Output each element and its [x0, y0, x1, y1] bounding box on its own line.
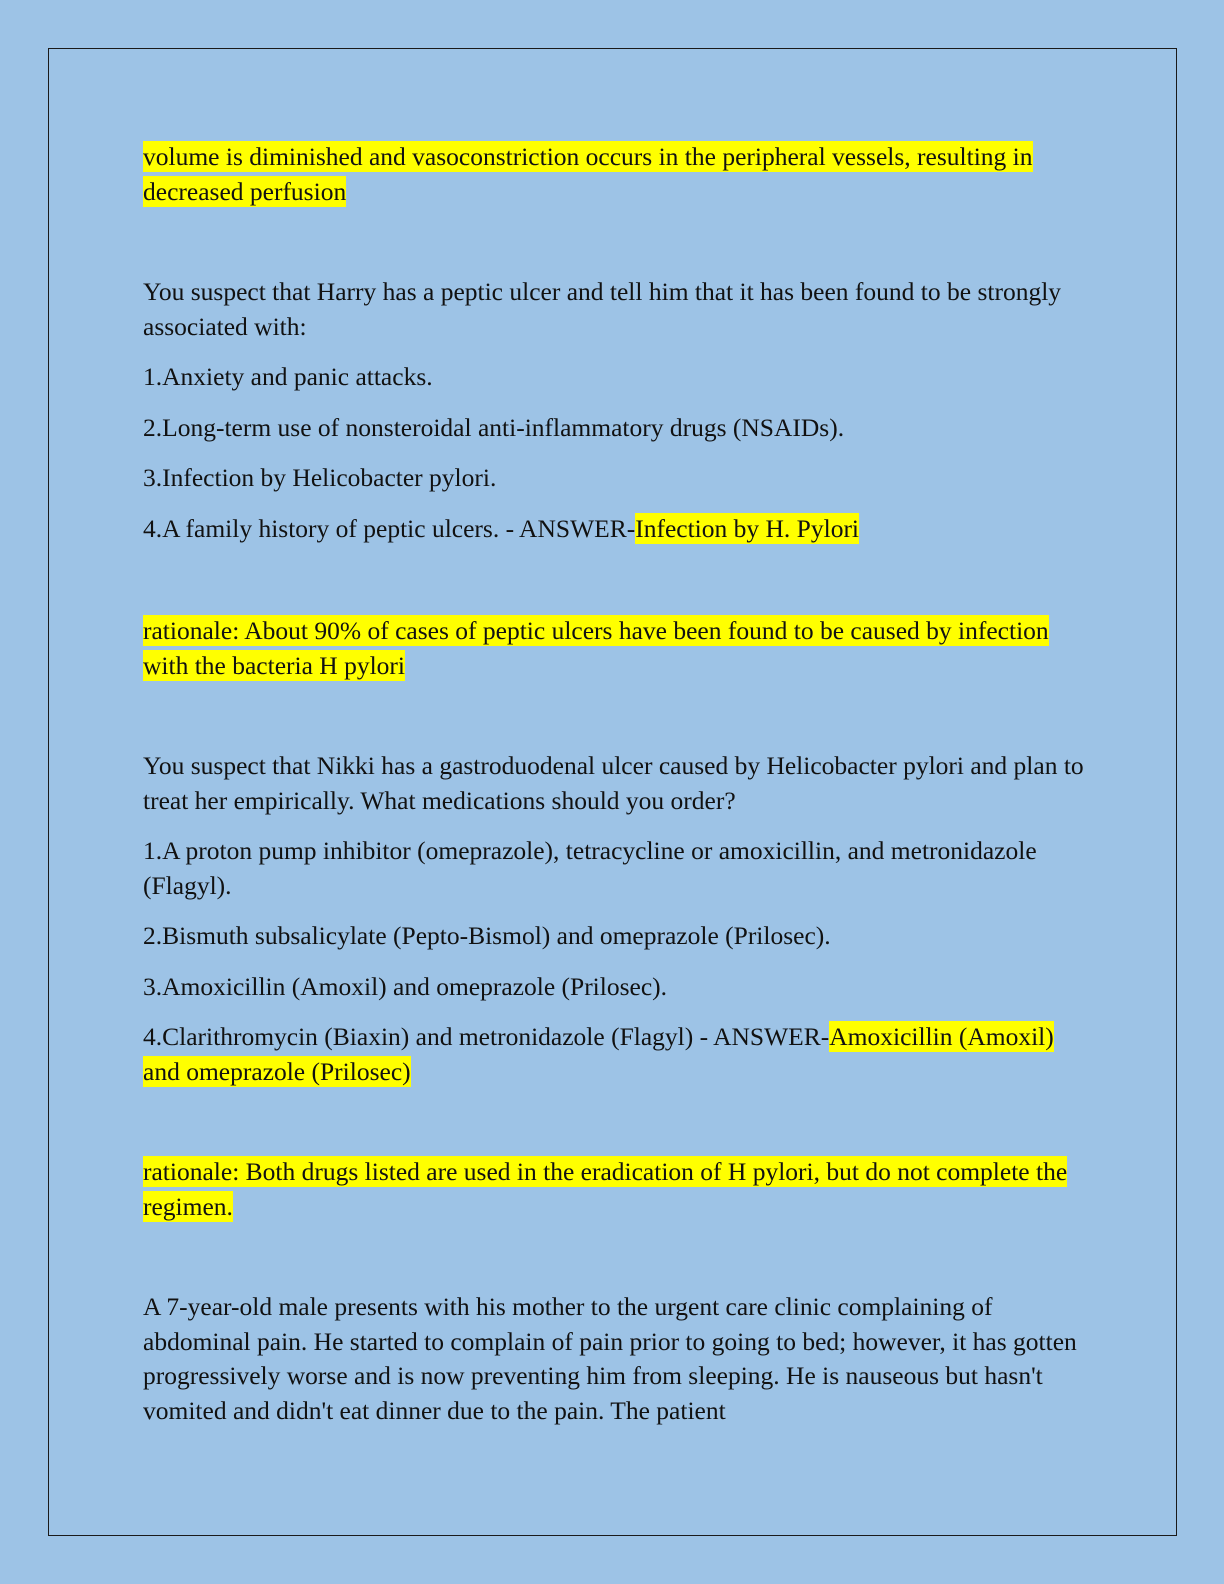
q1-option-2: 2.Long-term use of nonsteroidal anti-inflammatory drugs (NSAIDs).: [143, 412, 845, 442]
document-body: [143, 140, 1093, 1428]
q2-rationale: [143, 1155, 1093, 1224]
q2-stem: You suspect that Nikki has a gastroduodenal ulcer caused by Helicobacter pylori and plan to treat her empirically. What medications should you order?: [143, 751, 1084, 815]
q2-answer: Amoxicillin (Amoxil) and omeprazole (Prilosec): [143, 1022, 1054, 1086]
q1-option-4: [143, 512, 1093, 547]
q2-option-4-text: 4.Clarithromycin (Biaxin) and metronidazole (Flagyl) - ANSWER-: [143, 1022, 830, 1051]
intro-rationale: [143, 140, 1093, 209]
q1-answer: Infection by H. Pylori: [635, 513, 860, 543]
q2-option-2: 2.Bismuth subsalicylate (Pepto-Bismol) and omeprazole (Prilosec).: [143, 921, 831, 950]
q1-option-4-text: 4.A family history of peptic ulcers. - ANSWER-: [143, 513, 636, 543]
q1-stem: You suspect that Harry has a peptic ulcer and tell him that it has been found to be strongly associated with:: [143, 277, 1062, 341]
q2-option-3: 3.Amoxicillin (Amoxil) and omeprazole (Prilosec).: [143, 971, 668, 1001]
q1-option-3: 3.Infection by Helicobacter pylori.: [143, 463, 497, 492]
q2-rationale-highlight: rationale: Both drugs listed are used in the eradication of H pylori, but do not complete the regimen.: [143, 1157, 1068, 1221]
q1-rationale-highlight: rationale: About 90% of cases of peptic ulcers have been found to be caused by infection with the bacteria H pylori: [143, 616, 1049, 680]
q1-rationale: [143, 614, 1093, 683]
q2-option-1: 1.A proton pump inhibitor (omeprazole), tetracycline or amoxicillin, and metronidazole (Flagyl).: [143, 836, 1037, 900]
q2-option-4: [143, 1020, 1093, 1089]
q3-stem: A 7-year-old male presents with his mother to the urgent care clinic complaining of abdominal pain. He started to complain of pain prior to going to bed; however, it has gotten progressively worse and is now preventing him from sleeping. He is nauseous but hasn't vomited and didn't eat dinner due to the pain. The patient: [143, 1292, 1077, 1425]
q1-option-1: 1.Anxiety and panic attacks.: [143, 362, 433, 391]
intro-rationale-highlight: volume is diminished and vasoconstriction occurs in the peripheral vessels, resulting in decreased perfusion: [143, 142, 1033, 206]
